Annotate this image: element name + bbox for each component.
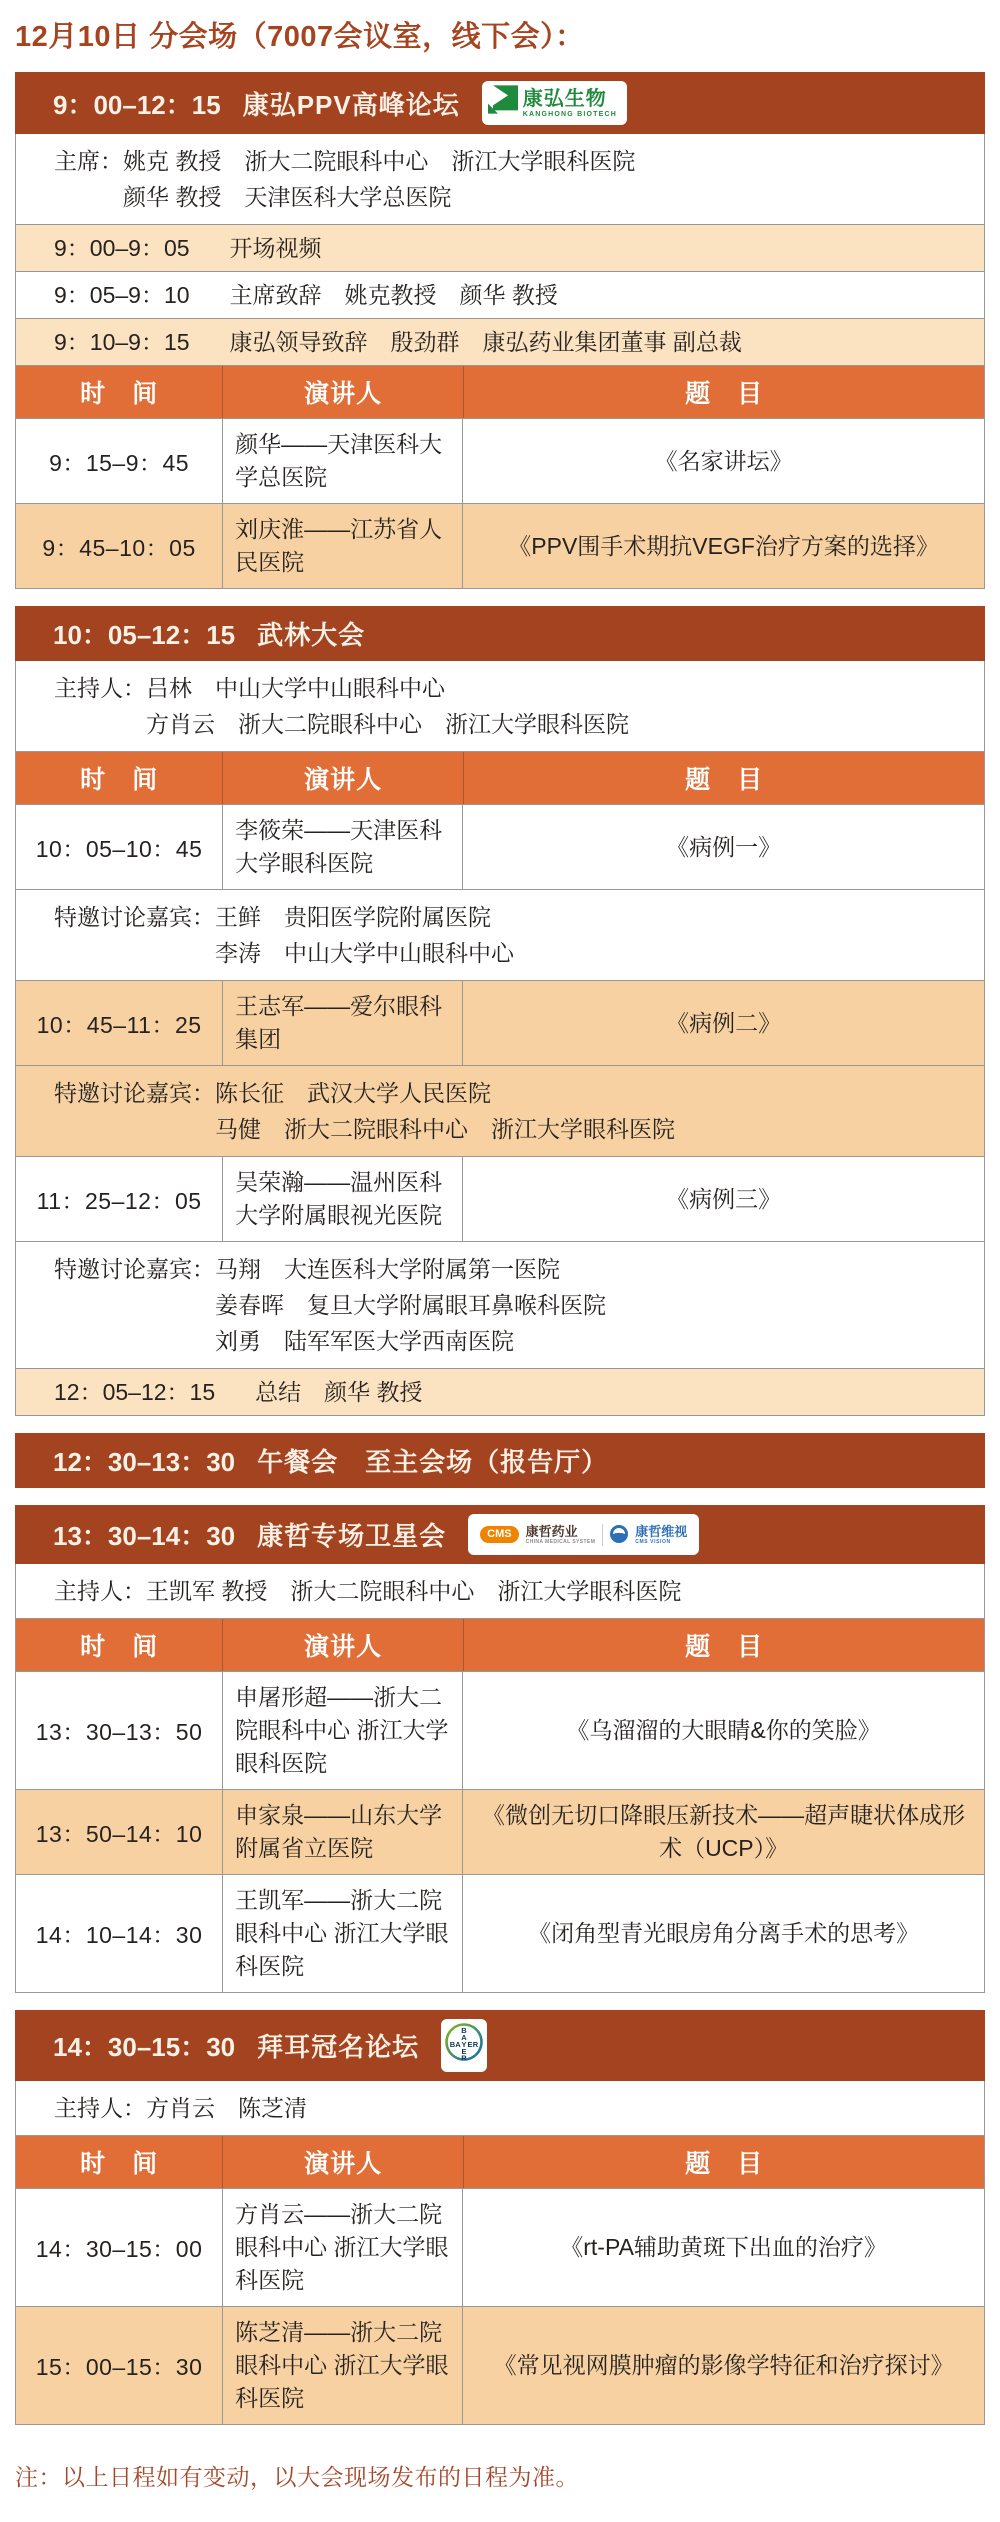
section-lunch — [15, 1433, 985, 1488]
logo-divider — [602, 1524, 603, 1546]
svg-text:E: E — [461, 2047, 467, 2056]
section-wulin-conference — [15, 606, 985, 1416]
kanghong-logo — [482, 81, 627, 125]
talk-row — [16, 1789, 984, 1874]
agenda-page — [15, 14, 985, 2492]
talk-speaker: 申屠形超——浙大二院眼科中心 浙江大学眼科医院 — [222, 1672, 463, 1789]
chair-label: 主席： — [54, 148, 123, 174]
section-title: 康弘PPV高峰论坛 — [242, 89, 460, 120]
discussion-lines — [215, 899, 514, 971]
column-header-topic: 题 目 — [463, 2136, 984, 2188]
section-body — [15, 134, 985, 589]
talk-time: 14：30–15：00 — [35, 2236, 203, 2262]
section-time: 14：30–15：30 — [53, 2032, 236, 2062]
talk-time: 13：30–13：50 — [35, 1719, 203, 1745]
column-header-speaker: 演讲人 — [222, 752, 463, 804]
talk-row — [16, 2306, 984, 2424]
discussion-line: 陈长征 武汉大学人民医院 — [215, 1080, 491, 1106]
talk-row — [16, 1671, 984, 1789]
kanghong-logo-icon — [488, 85, 518, 121]
talk-topic: 《病例二》 — [666, 1009, 782, 1036]
section-header — [15, 606, 985, 661]
talk-speaker: 申家泉——山东大学附属省立医院 — [222, 1790, 463, 1874]
host-lines — [146, 2090, 307, 2126]
talk-time: 13：50–14：10 — [35, 1820, 203, 1847]
talk-time: 11：25–12：05 — [36, 1187, 202, 1214]
discussion-line: 刘勇 陆军军医大学西南医院 — [215, 1328, 514, 1354]
discussion-row — [16, 1065, 984, 1156]
talk-speaker: 颜华——天津医科大学总医院 — [222, 419, 463, 503]
table-header-row — [16, 365, 984, 418]
talk-row — [16, 503, 984, 588]
host-line: 吕林 中山大学中山眼科中心 — [146, 675, 445, 701]
host-lines — [146, 670, 629, 742]
chair-lines — [123, 143, 635, 215]
summary-text: 总结 颜华 教授 — [255, 1379, 423, 1405]
host-lines — [146, 1573, 681, 1609]
section-time: 9：00–12：15 — [53, 89, 221, 120]
host-row — [16, 2081, 984, 2135]
discussion-label: 特邀讨论嘉宾： — [54, 904, 215, 930]
section-time: 10：05–12：15 — [53, 620, 236, 650]
chair-line: 颜华 教授 天津医科大学总医院 — [123, 184, 452, 210]
section-header — [15, 1505, 985, 1564]
summary-time: 12：05–12：15 — [54, 1379, 216, 1405]
table-header-row — [16, 751, 984, 804]
section-header — [15, 72, 985, 134]
section-body — [15, 1564, 985, 1993]
discussion-lines — [215, 1251, 606, 1359]
column-header-topic: 题 目 — [463, 1619, 984, 1671]
column-header-speaker: 演讲人 — [222, 1619, 463, 1671]
svg-text:R: R — [461, 2053, 467, 2062]
section-title: 午餐会 至主会场（报告厅） — [257, 1447, 609, 1477]
talk-time: 15：00–15：30 — [35, 2354, 203, 2380]
chair-row — [16, 134, 984, 224]
section-time: 13：30–14：30 — [53, 1521, 236, 1551]
schedule-time: 9：00–9：05 — [54, 235, 190, 261]
host-label: 主持人： — [54, 675, 146, 701]
schedule-row — [16, 224, 984, 271]
talk-row — [16, 804, 984, 889]
cms-logo-text: 康哲药业 CHINA MEDICAL SYSTEM — [525, 1523, 596, 1545]
section-body — [15, 2081, 985, 2425]
host-line: 王凯军 教授 浙大二院眼科中心 浙江大学眼科医院 — [146, 1578, 682, 1604]
svg-text:A: A — [455, 2040, 461, 2049]
svg-text:B: B — [461, 2026, 467, 2035]
discussion-row — [16, 1241, 984, 1368]
discussion-line: 王鲜 贵阳医学院附属医院 — [215, 904, 491, 930]
schedule-text: 主席致辞 姚克教授 颜华 教授 — [229, 282, 558, 308]
bayer-logo — [441, 2019, 487, 2072]
column-header-time: 时 间 — [80, 2150, 159, 2178]
host-line: 方肖云 陈芝清 — [146, 2095, 307, 2121]
cms-vision-logo-text: 康哲维视 CMS VISION — [635, 1523, 688, 1545]
talk-time: 9：15–9：45 — [49, 449, 190, 476]
host-label: 主持人： — [54, 2095, 146, 2121]
host-label: 主持人： — [54, 1578, 146, 1604]
discussion-line: 马健 浙大二院眼科中心 浙江大学眼科医院 — [215, 1116, 675, 1142]
section-title: 武林大会 — [257, 620, 366, 650]
schedule-row — [16, 318, 984, 365]
host-row — [16, 1564, 984, 1618]
talk-row — [16, 418, 984, 503]
discussion-line: 李涛 中山大学中山眼科中心 — [215, 940, 514, 966]
talk-speaker: 刘庆淮——江苏省人民医院 — [222, 504, 463, 588]
cms-logo-icon: CMS — [480, 1526, 518, 1543]
cms-logos — [468, 1514, 699, 1555]
talk-row — [16, 2188, 984, 2306]
svg-text:R: R — [472, 2040, 479, 2049]
talk-topic: 《微创无切口降眼压新技术——超声睫状体成形术（UCP）》 — [482, 1802, 966, 1861]
section-bayer-forum — [15, 2010, 985, 2425]
discussion-lines — [215, 1075, 675, 1147]
talk-topic: 《闭角型青光眼房角分离手术的思考》 — [528, 1920, 920, 1946]
schedule-time: 9：10–9：15 — [54, 329, 190, 355]
talk-topic: 《病例一》 — [666, 833, 782, 860]
talk-topic: 《病例三》 — [666, 1185, 782, 1212]
discussion-label: 特邀讨论嘉宾： — [54, 1080, 215, 1106]
svg-text:B: B — [449, 2040, 456, 2049]
summary-row — [16, 1368, 984, 1415]
talk-speaker: 李筱荣——天津医科大学眼科医院 — [222, 805, 463, 889]
kanghong-logo-text: 康弘生物 KANGHONG BIOTECH — [522, 87, 617, 118]
host-row — [16, 661, 984, 751]
footer-note: 注：以上日程如有变动，以大会现场发布的日程为准。 — [15, 2464, 579, 2490]
column-header-topic: 题 目 — [463, 752, 984, 804]
column-header-time: 时 间 — [80, 1633, 159, 1661]
page-title: 12月10日 分会场（7007会议室，线下会）： — [15, 21, 585, 53]
talk-time: 10：45–11：25 — [36, 1011, 202, 1038]
column-header-topic: 题 目 — [463, 366, 984, 418]
section-body — [15, 661, 985, 1416]
schedule-text: 康弘领导致辞 殷劲群 康弘药业集团董事 副总裁 — [229, 329, 742, 355]
talk-speaker: 方肖云——浙大二院眼科中心 浙江大学眼科医院 — [222, 2189, 463, 2306]
talk-row — [16, 1874, 984, 1992]
schedule-text: 开场视频 — [229, 235, 322, 261]
section-cms-satellite — [15, 1505, 985, 1993]
column-header-time: 时 间 — [80, 380, 159, 408]
talk-topic: 《常见视网膜肿瘤的影像学特征和治疗探讨》 — [493, 2352, 954, 2378]
discussion-line: 马翔 大连医科大学附属第一医院 — [215, 1256, 560, 1282]
talk-row — [16, 1156, 984, 1241]
discussion-row — [16, 889, 984, 980]
section-time: 12：30–13：30 — [53, 1447, 236, 1477]
talk-speaker: 王凯军——浙大二院眼科中心 浙江大学眼科医院 — [222, 1875, 463, 1992]
section-title: 康哲专场卫星会 — [257, 1521, 447, 1551]
talk-topic: 《名家讲坛》 — [654, 447, 793, 474]
column-header-time: 时 间 — [80, 766, 159, 794]
cms-vision-logo-icon — [610, 1519, 628, 1550]
svg-text:Y: Y — [461, 2040, 467, 2049]
chair-line: 姚克 教授 浙大二院眼科中心 浙江大学眼科医院 — [123, 148, 636, 174]
section-title: 拜耳冠名论坛 — [257, 2032, 420, 2062]
discussion-label: 特邀讨论嘉宾： — [54, 1256, 215, 1282]
talk-time: 10：05–10：45 — [35, 835, 203, 862]
host-line: 方肖云 浙大二院眼科中心 浙江大学眼科医院 — [146, 711, 629, 737]
column-header-speaker: 演讲人 — [222, 366, 463, 418]
talk-topic: 《PPV围手术期抗VEGF治疗方案的选择》 — [508, 532, 939, 559]
section-kanghong-forum — [15, 72, 985, 589]
schedule-row — [16, 271, 984, 318]
section-header — [15, 1433, 985, 1488]
talk-speaker: 吴荣瀚——温州医科大学附属眼视光医院 — [222, 1157, 463, 1241]
talk-time: 14：10–14：30 — [35, 1922, 203, 1948]
talk-topic: 《乌溜溜的大眼睛&你的笑脸》 — [566, 1717, 881, 1743]
talk-time: 9：45–10：05 — [42, 534, 196, 561]
talk-speaker: 陈芝清——浙大二院眼科中心 浙江大学眼科医院 — [222, 2307, 463, 2424]
discussion-line: 姜春晖 复旦大学附属眼耳鼻喉科医院 — [215, 1292, 606, 1318]
bayer-logo-icon — [444, 2022, 484, 2069]
column-header-speaker: 演讲人 — [222, 2136, 463, 2188]
talk-topic: 《rt-PA辅助黄斑下出血的治疗》 — [560, 2234, 887, 2260]
talk-speaker: 王志军——爱尔眼科集团 — [222, 981, 463, 1065]
talk-row — [16, 980, 984, 1065]
table-header-row — [16, 1618, 984, 1671]
svg-text:A: A — [461, 2033, 467, 2042]
svg-text:E: E — [467, 2040, 473, 2049]
section-header — [15, 2010, 985, 2081]
schedule-time: 9：05–9：10 — [54, 282, 190, 308]
table-header-row — [16, 2135, 984, 2188]
